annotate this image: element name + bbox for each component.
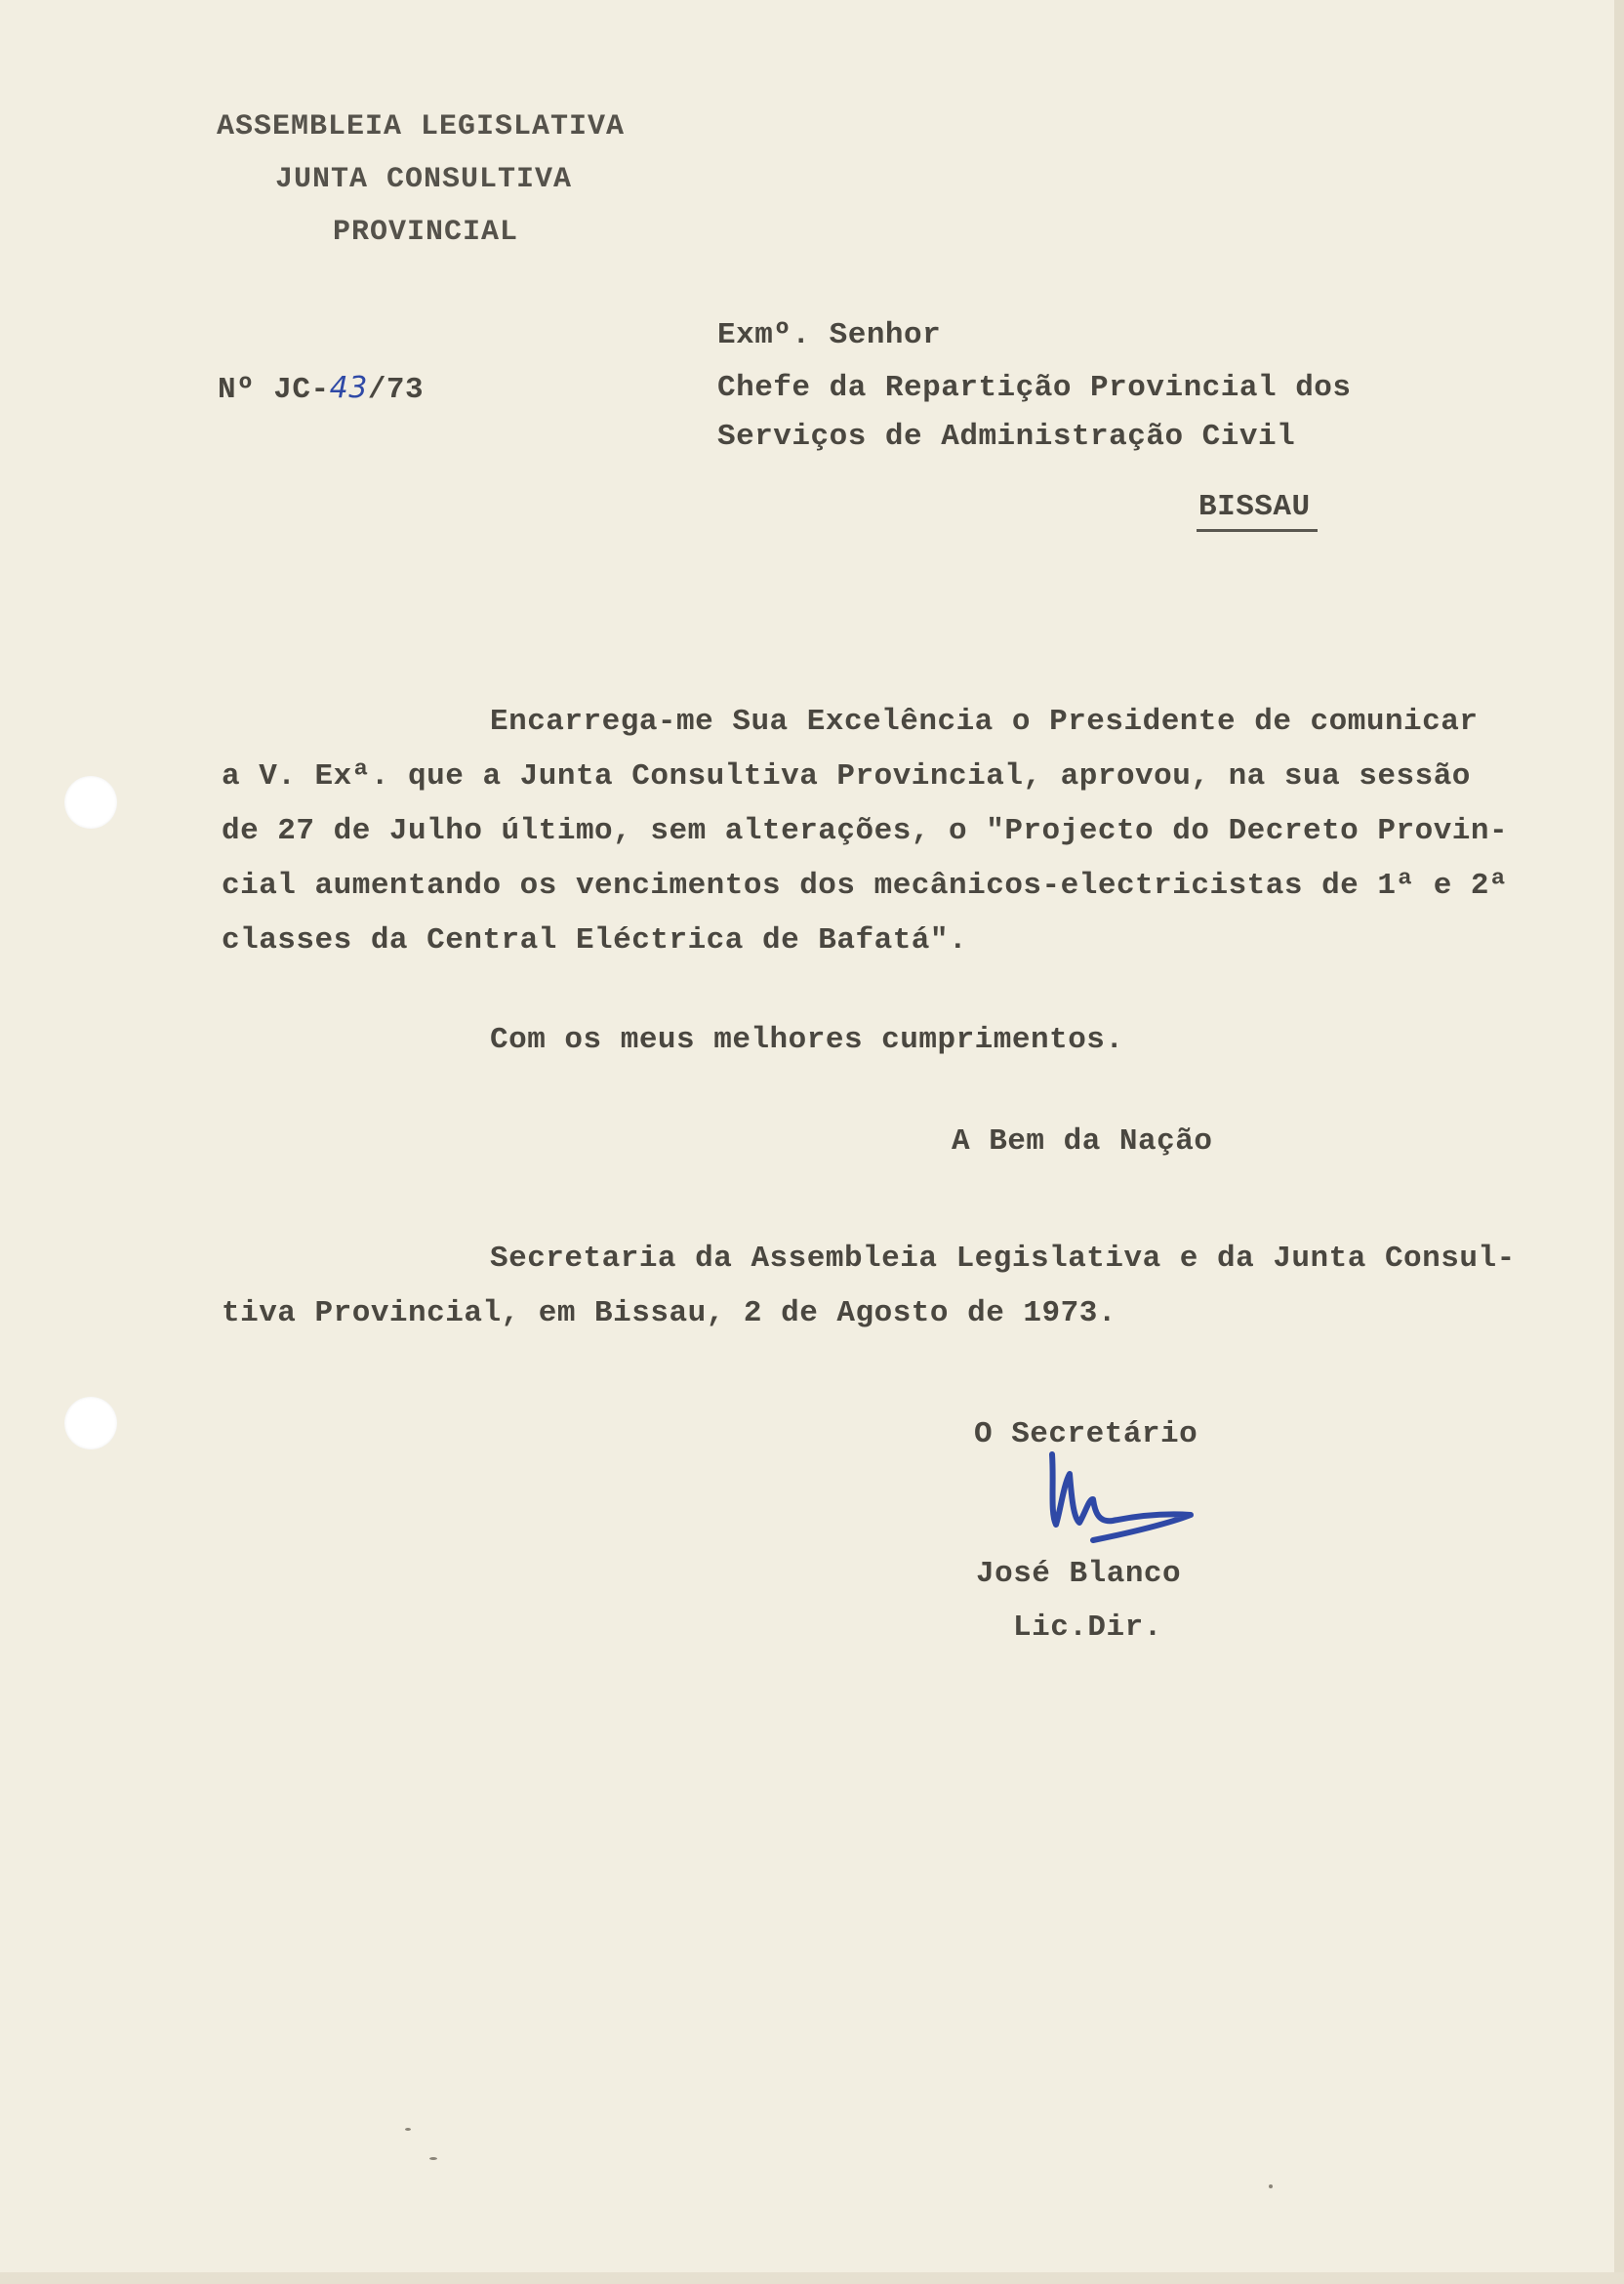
signatory-degree: Lic.Dir. bbox=[1013, 1611, 1162, 1645]
body-line-2: a V. Exª. que a Junta Consultiva Provincial, aprovou, na sua sessão bbox=[222, 759, 1471, 794]
header-line-2: JUNTA CONSULTIVA bbox=[275, 163, 573, 196]
paper-speck bbox=[1269, 2184, 1273, 2188]
reference-handwritten-number: 43 bbox=[329, 371, 368, 405]
body-line-3: de 27 de Julho último, sem alterações, o "Projecto do Decreto Provin- bbox=[222, 814, 1509, 848]
reference-prefix: Nº JC- bbox=[218, 373, 330, 407]
closing-greeting: Com os meus melhores cumprimentos. bbox=[490, 1023, 1124, 1057]
punch-hole-bottom bbox=[64, 1397, 117, 1449]
punch-hole-top bbox=[64, 776, 117, 829]
handwritten-signature bbox=[1035, 1445, 1210, 1562]
closing-motto: A Bem da Nação bbox=[952, 1124, 1213, 1159]
signatory-name: José Blanco bbox=[976, 1557, 1182, 1591]
addressee-city: BISSAU bbox=[1198, 490, 1311, 524]
addressee-line-1: Chefe da Repartição Provincial dos bbox=[717, 371, 1352, 405]
place-date-line-2: tiva Provincial, em Bissau, 2 de Agosto de 1973. bbox=[222, 1296, 1116, 1330]
addressee-salutation: Exmº. Senhor bbox=[717, 318, 942, 352]
body-line-1: Encarrega-me Sua Excelência o Presidente de comunicar bbox=[490, 705, 1479, 739]
body-line-5: classes da Central Eléctrica de Bafatá". bbox=[222, 923, 968, 958]
place-date-line-1: Secretaria da Assembleia Legislativa e da Junta Consul- bbox=[490, 1242, 1516, 1276]
reference-suffix: /73 bbox=[367, 373, 425, 407]
paper-edge-right bbox=[1614, 0, 1624, 2284]
paper-speck bbox=[405, 2128, 411, 2131]
reference-number bbox=[218, 371, 424, 408]
header-line-1: ASSEMBLEIA LEGISLATIVA bbox=[217, 110, 626, 143]
city-underline bbox=[1197, 529, 1318, 532]
paper-speck bbox=[429, 2157, 437, 2160]
signatory-title: O Secretário bbox=[974, 1417, 1198, 1451]
addressee-line-2: Serviços de Administração Civil bbox=[717, 420, 1296, 454]
paper-edge-bottom bbox=[0, 2272, 1624, 2284]
header-line-3: PROVINCIAL bbox=[333, 216, 519, 249]
body-line-4: cial aumentando os vencimentos dos mecânicos-electricistas de 1ª e 2ª bbox=[222, 869, 1509, 903]
